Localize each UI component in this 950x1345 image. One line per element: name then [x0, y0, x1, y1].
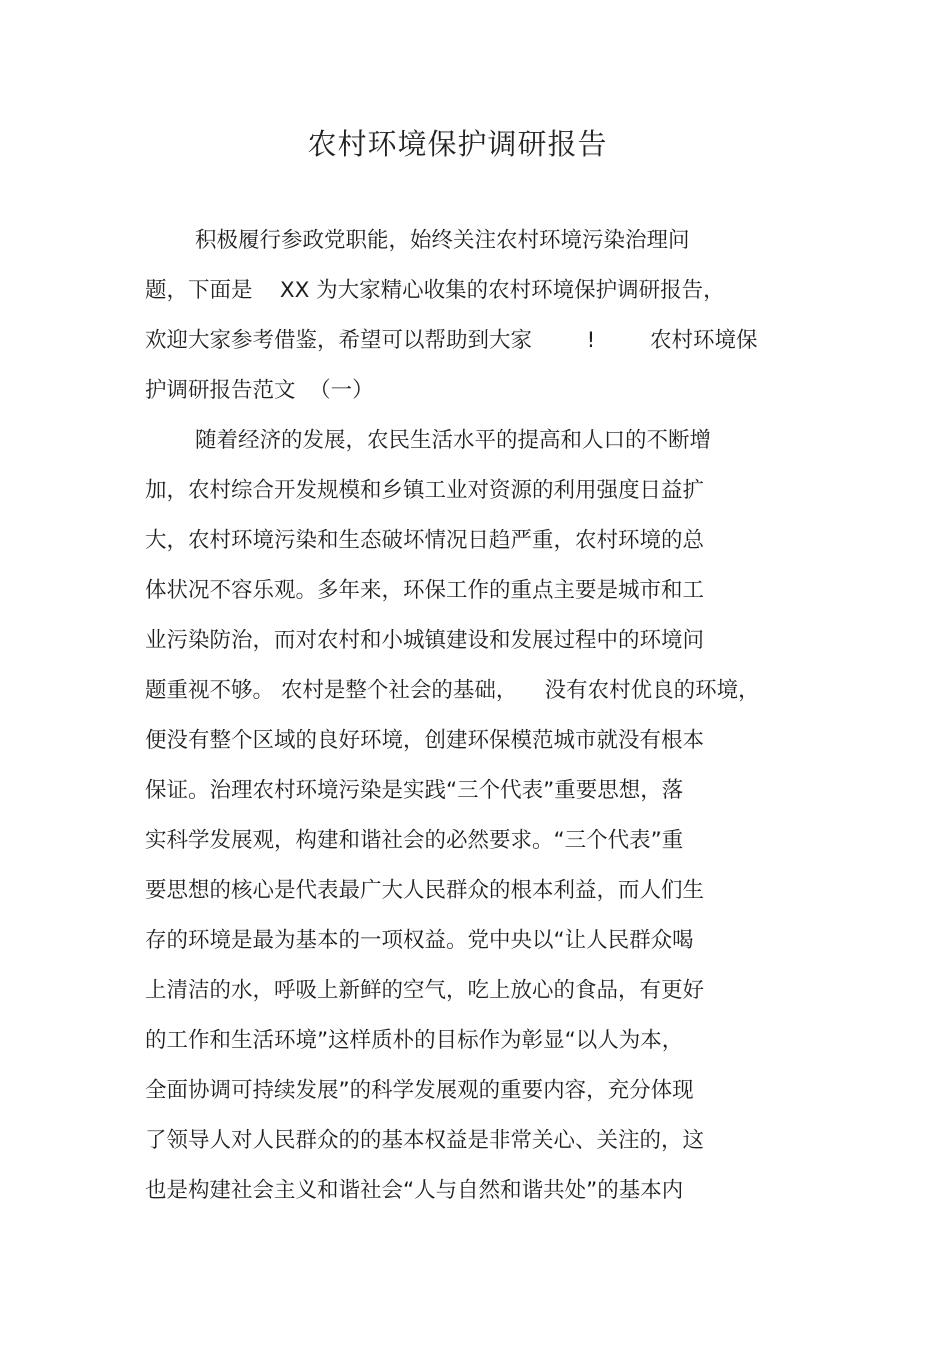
text-line: 了领导人对人民群众的的基本权益是非常关心、关注的，这 [145, 1128, 705, 1153]
paragraph-main [145, 418, 805, 1218]
text-line: 实科学发展观，构建和谐社会的必然要求。“三个代表”重 [145, 828, 684, 853]
text-line: 随着经济的发展，农民生活水平的提高和人口的不断增 [195, 428, 712, 453]
document-body [145, 218, 805, 1218]
text-line: 加，农村综合开发规模和乡镇工业对资源的利用强度日益扩 [145, 478, 705, 503]
text-line: 积极履行参政党职能，始终关注农村环境污染治理问 [195, 228, 690, 253]
text-line: 体状况不容乐观。多年来，环保工作的重点主要是城市和工 [145, 578, 705, 603]
text-line: 题重视不够。 农村是整个社会的基础， 没有农村优良的环境， [145, 678, 760, 703]
text-line: 上清洁的水，呼吸上新鲜的空气，吃上放心的食品，有更好 [145, 978, 705, 1003]
text-line: 大，农村环境污染和生态破坏情况日趋严重，农村环境的总 [145, 528, 705, 553]
text-line: 的工作和生活环境”这样质朴的目标作为彰显“以人为本， [145, 1028, 684, 1053]
text-line: 护调研报告范文 （一） [145, 378, 374, 403]
text-line: 欢迎大家参考借鉴，希望可以帮助到大家 ! 农村环境保 [145, 328, 758, 353]
text-line: 全面协调可持续发展”的科学发展观的重要内容，充分体现 [145, 1078, 694, 1103]
text-line: 业污染防治，而对农村和小城镇建设和发展过程中的环境问 [145, 628, 705, 653]
text-line: 便没有整个区域的良好环境，创建环保模范城市就没有根本 [145, 728, 705, 753]
text-line: 也是构建社会主义和谐社会“人与自然和谐共处”的基本内 [145, 1178, 684, 1203]
text-line: 要思想的核心是代表最广大人民群众的根本利益，而人们生 [145, 878, 705, 903]
text-line: 保证。治理农村环境污染是实践“三个代表”重要思想，落 [145, 778, 684, 803]
text-line: 存的环境是最为基本的一项权益。党中央以“让人民群众喝 [145, 928, 694, 953]
document-title: 农村环境保护调研报告 [307, 127, 608, 161]
paragraph-intro [145, 218, 805, 418]
text-line: 题，下面是 XX 为大家精心收集的农村环境保护调研报告， [145, 278, 725, 303]
